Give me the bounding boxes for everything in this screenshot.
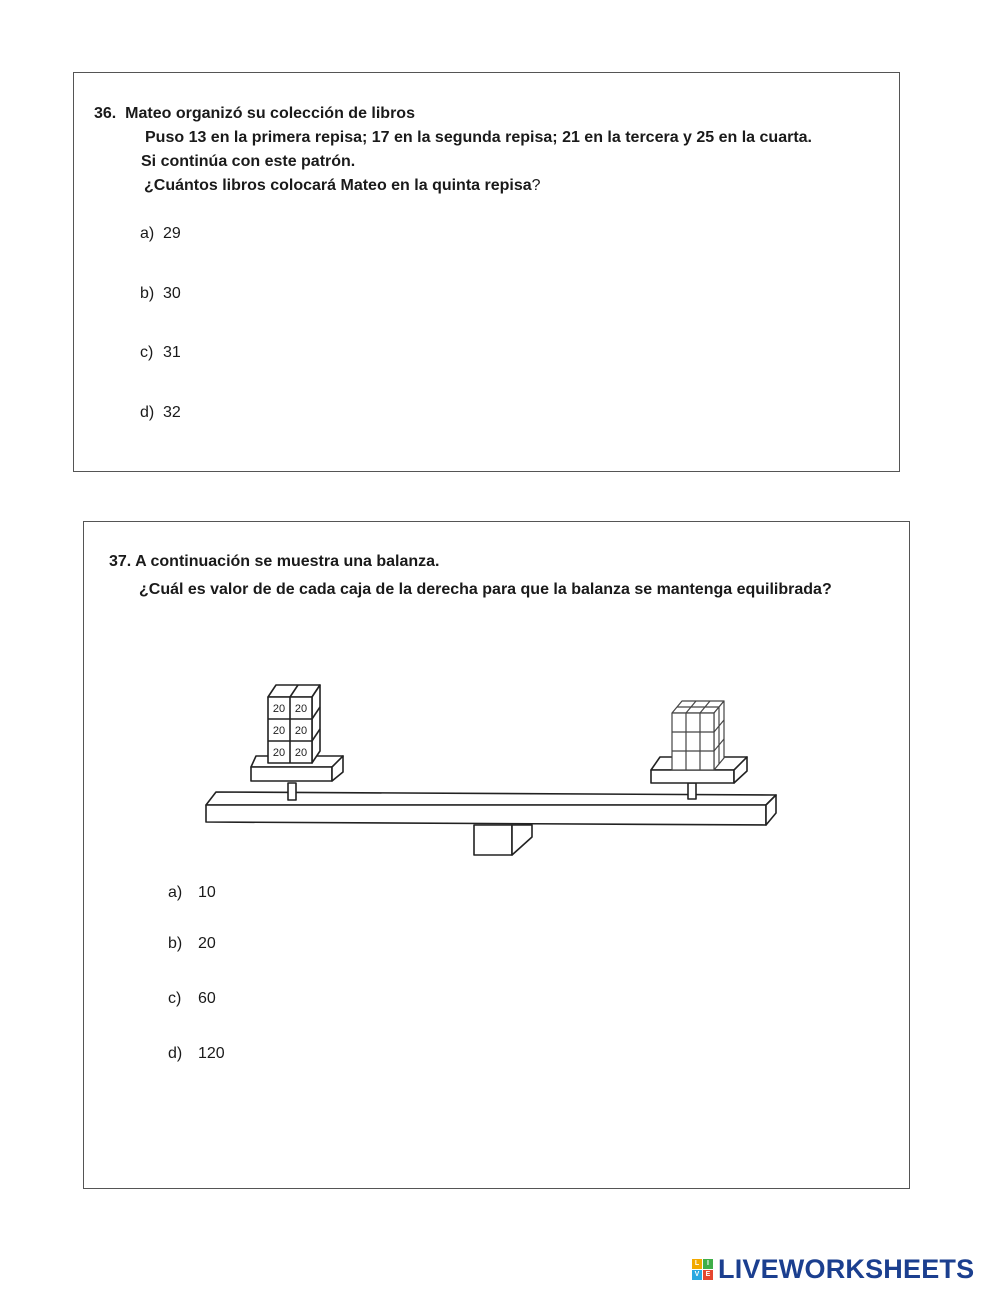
option-value: 120 xyxy=(198,1045,225,1062)
logo-mark-letter: V xyxy=(692,1270,702,1280)
question-number: 36. xyxy=(94,105,117,122)
option-d[interactable] xyxy=(168,1045,225,1063)
option-value: 32 xyxy=(163,404,181,421)
option-letter: c) xyxy=(140,344,154,361)
option-b[interactable] xyxy=(140,285,181,303)
option-letter: a) xyxy=(168,884,183,901)
question-36-title xyxy=(94,105,415,123)
option-letter: a) xyxy=(140,225,155,242)
prompt-bold-text: ¿Cuántos libros colocará Mateo en la quinta repisa xyxy=(144,177,532,194)
option-d[interactable] xyxy=(140,404,181,422)
question-title-text: Mateo organizó su colección de libros xyxy=(125,105,415,122)
option-c[interactable] xyxy=(168,990,216,1008)
option-letter: d) xyxy=(140,404,155,421)
option-b[interactable] xyxy=(168,935,216,953)
option-a[interactable] xyxy=(168,884,216,902)
option-letter: d) xyxy=(168,1045,183,1062)
option-letter: b) xyxy=(140,285,155,302)
option-c[interactable] xyxy=(140,344,181,362)
option-value: 30 xyxy=(163,285,181,302)
right-box-stack xyxy=(672,701,724,770)
logo-mark-letter: E xyxy=(703,1270,713,1280)
box-label: 20 xyxy=(272,747,286,759)
question-36-prompt xyxy=(144,177,541,195)
option-letter: c) xyxy=(168,990,182,1007)
logo-mark-letter: L xyxy=(692,1259,702,1269)
question-37-box xyxy=(83,521,910,1189)
logo-mark-icon xyxy=(692,1259,714,1281)
question-37-title: 37. A continuación se muestra una balanza. xyxy=(109,553,440,570)
option-letter: b) xyxy=(168,935,183,952)
option-value: 31 xyxy=(163,344,181,361)
question-36-box xyxy=(73,72,900,472)
balance-scale-illustration xyxy=(204,677,784,867)
box-label: 20 xyxy=(272,703,286,715)
question-37-prompt: ¿Cuál es valor de de cada caja de la derecha para que la balanza se mantenga equilibrada? xyxy=(139,581,832,598)
option-value: 29 xyxy=(163,225,181,242)
option-value: 20 xyxy=(198,935,216,952)
option-a[interactable] xyxy=(140,225,181,243)
question-36-line2: Puso 13 en la primera repisa; 17 en la segunda repisa; 21 en la tercera y 25 en la cuarta. xyxy=(145,129,812,146)
box-label: 20 xyxy=(294,725,308,737)
option-value: 60 xyxy=(198,990,216,1007)
question-36-line3: Si continúa con este patrón. xyxy=(141,153,356,170)
box-label: 20 xyxy=(294,747,308,759)
box-label: 20 xyxy=(272,725,286,737)
prompt-end-text: ? xyxy=(531,177,541,194)
option-value: 10 xyxy=(198,884,216,901)
fulcrum xyxy=(474,825,512,855)
box-label: 20 xyxy=(294,703,308,715)
logo-mark-letter: I xyxy=(703,1259,713,1269)
logo-text: LIVEWORKSHEETS xyxy=(718,1254,975,1284)
